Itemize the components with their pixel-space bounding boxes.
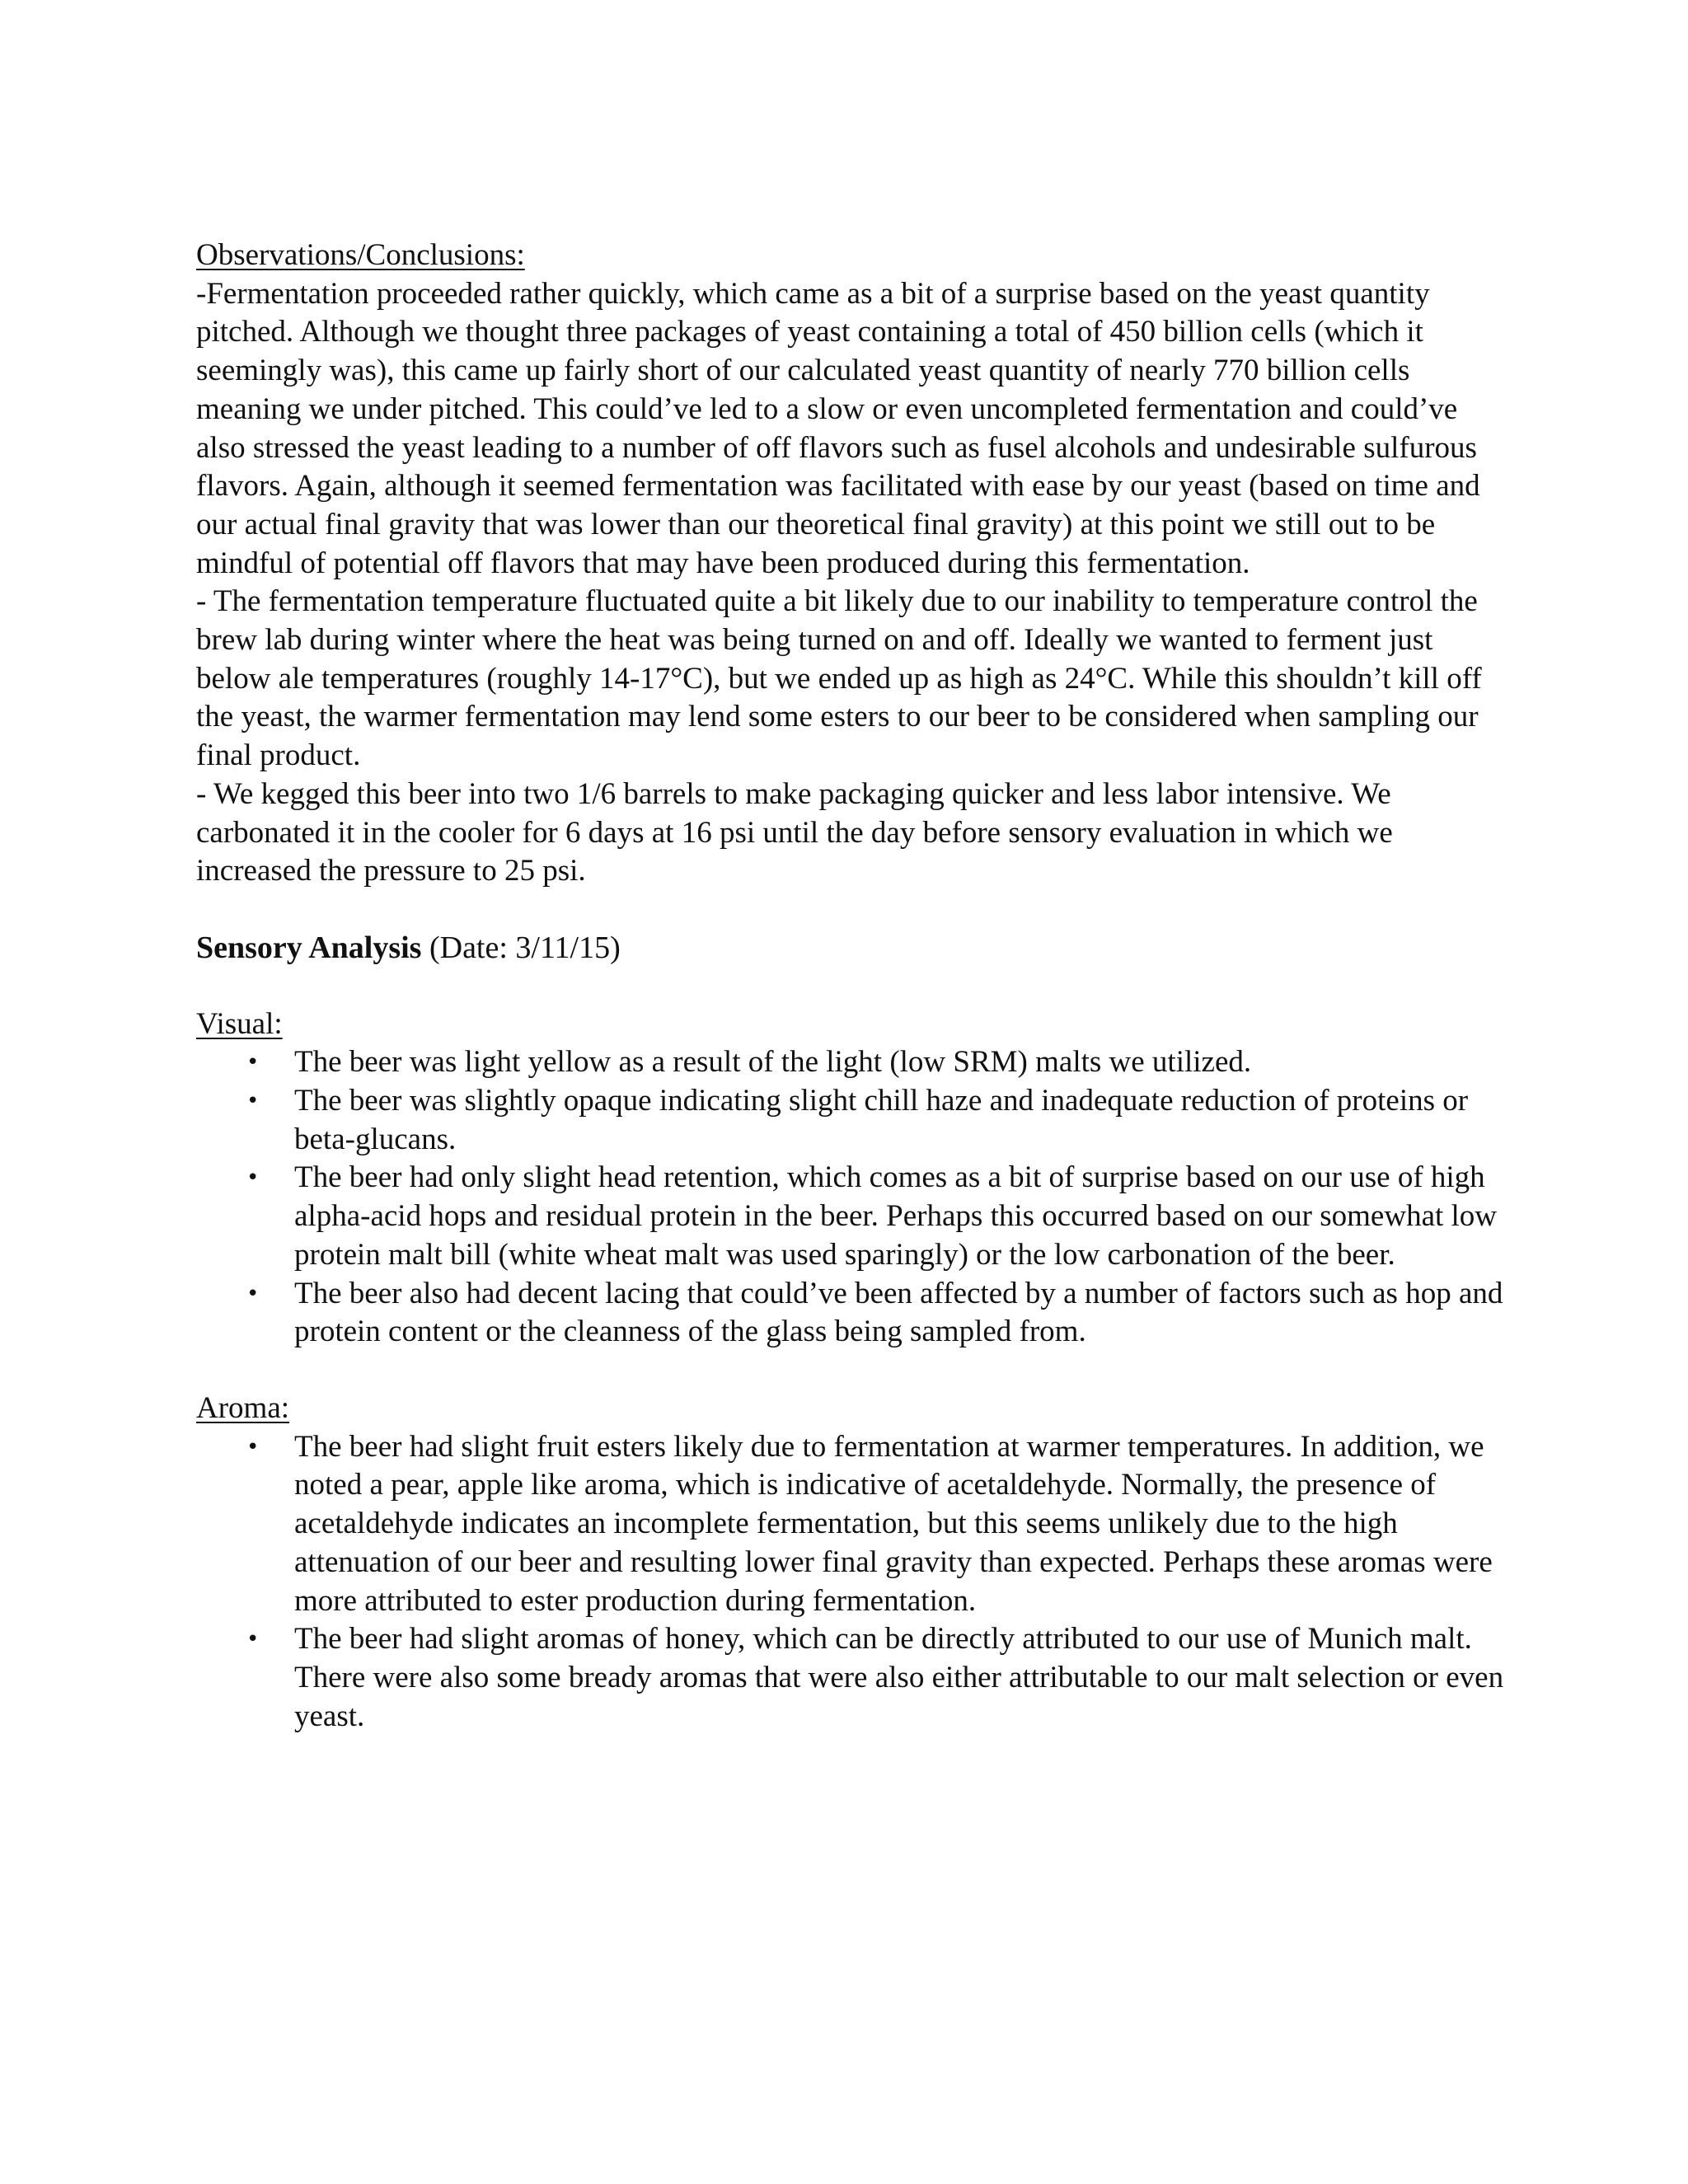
bullet-icon: •: [246, 1089, 260, 1114]
visual-list: [196, 1043, 1507, 1352]
list-item: [246, 1275, 1507, 1352]
list-item-text: The beer was slightly opaque indicating slight chill haze and inadequate reduction of proteins or beta-glucans.: [294, 1084, 1469, 1156]
observations-paragraph-3: - We kegged this beer into two 1/6 barrels to make packaging quicker and less labor intensive. We carbonated it in the cooler for 6 days at 16 psi until the day before sensory evaluation in which we increased the pressure to 25 psi.: [196, 776, 1393, 888]
list-item-text: The beer had only slight head retention, which comes as a bit of surprise based on our use of high alpha-acid hops and residual protein in the beer. Perhaps this occurred based on our somewhat low protein malt bill (white wheat malt was used sparingly) or the low carbonation of the beer.: [294, 1160, 1498, 1272]
sensory-analysis-title: Sensory Analysis: [196, 930, 422, 965]
document-page: [196, 237, 1507, 1736]
observations-heading: Observations/Conclusions:: [196, 238, 525, 272]
list-item: [246, 1043, 1507, 1082]
list-item: [246, 1159, 1507, 1274]
bullet-icon: •: [246, 1434, 260, 1460]
bullet-icon: •: [246, 1165, 260, 1191]
list-item-text: The beer also had decent lacing that could’ve been affected by a number of factors such as hop and protein content or the cleanness of the glass being sampled from.: [294, 1276, 1503, 1349]
bullet-icon: •: [246, 1050, 260, 1076]
observations-paragraph-2: - The fermentation temperature fluctuated quite a bit likely due to our inability to temperature control the brew lab during winter where the heat was being turned on and off. Ideally we wanted to ferment just below ale temperatures (roughly 14-17°C), but we ended up as high as 24°C. While this shouldn’t kill off the yeast, the warmer fermentation may lend some esters to our beer to be considered when sampling our final product.: [196, 584, 1482, 773]
bullet-icon: •: [246, 1627, 260, 1652]
list-item-text: The beer had slight fruit esters likely due to fermentation at warmer temperatures. In addition, we noted a pear, apple like aroma, which is indicative of acetaldehyde. Normally, the presence of acetaldehyde indicates an incomplete fermentation, but this seems unlikely due to the high attenuation of our beer and resulting lower final gravity than expected. Perhaps these aromas were more attributed to ester production during fermentation.: [294, 1429, 1493, 1618]
list-item: [246, 1620, 1507, 1736]
list-item-text: The beer was light yellow as a result of the light (low SRM) malts we utilized.: [294, 1045, 1252, 1080]
sensory-analysis-date: (Date: 3/11/15): [429, 930, 621, 965]
bullet-icon: •: [246, 1281, 260, 1306]
list-item: [246, 1428, 1507, 1621]
list-item-text: The beer had slight aromas of honey, which can be directly attributed to our use of Munich malt. There were also some bready aromas that were also either attributable to our malt selection or even yeast.: [294, 1622, 1504, 1733]
sensory-analysis-heading: [196, 929, 1507, 968]
visual-heading: Visual:: [196, 1006, 283, 1041]
list-item: [246, 1082, 1507, 1159]
observations-paragraph-1: -Fermentation proceeded rather quickly, which came as a bit of a surprise based on the yeast quantity pitched. Although we thought three packages of yeast containing a total of 450 billion cells (which it seemingly was), this came up fairly short of our calculated yeast quantity of nearly 770 billion cells meaning we under pitched. This could’ve led to a slow or even uncompleted fermentation and could’ve also stressed the yeast leading to a number of off flavors such as fusel alcohols and undesirable sulfurous flavors. Again, although it seemed fermentation was facilitated with ease by our yeast (based on time and our actual final gravity that was lower than our theoretical final gravity) at this point we still out to be mindful of potential off flavors that may have been produced during this fermentation.: [196, 276, 1480, 580]
aroma-heading: Aroma:: [196, 1390, 290, 1425]
aroma-list: [196, 1428, 1507, 1736]
